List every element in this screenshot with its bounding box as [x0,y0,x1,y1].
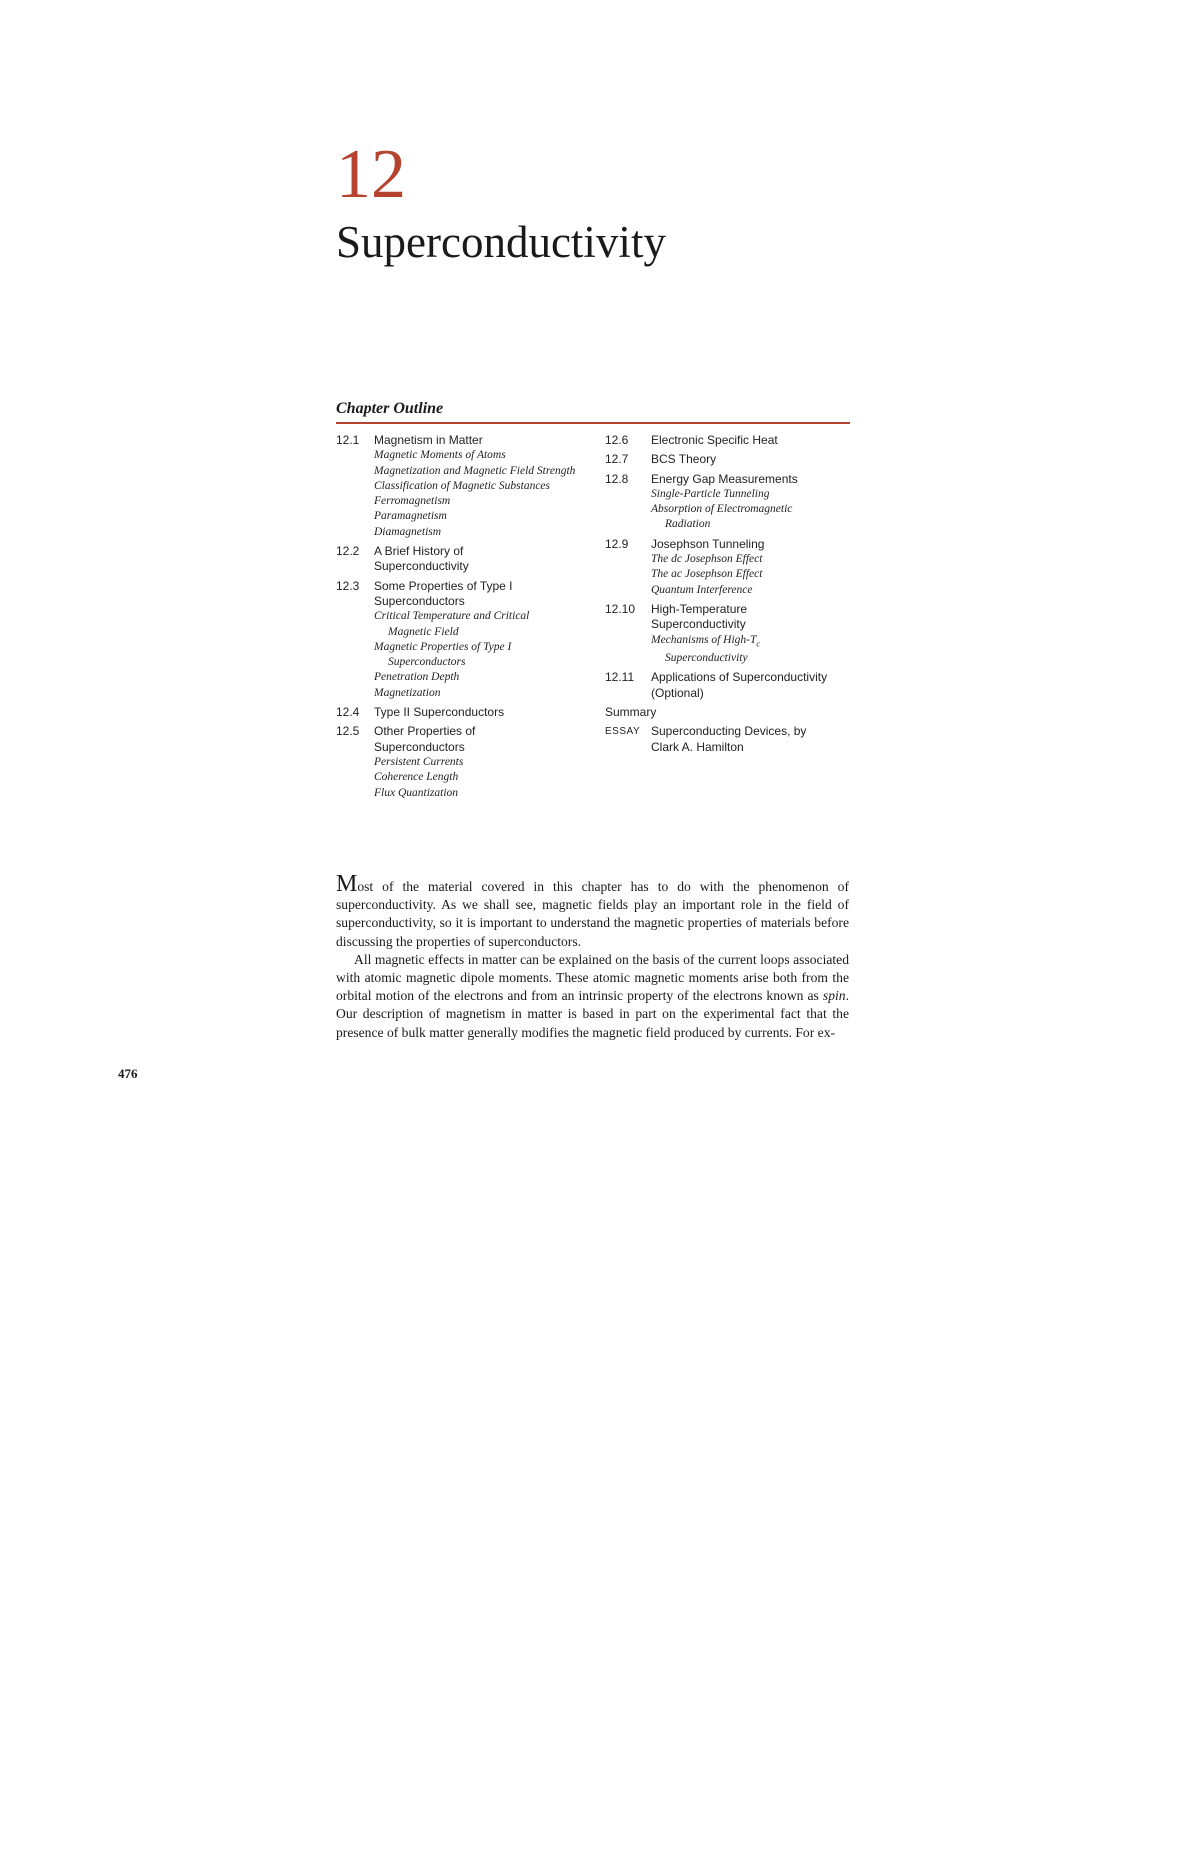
section-number: 12.11 [605,670,635,685]
paragraph: All magnetic effects in matter can be explained on the basis of the current loops associated with atomic magnetic dipole moments. These atomic magnetic moments arise both from the orbital motion of the electrons and from an intrinsic property of the electrons known as spin. Our description of magnetism in matter is based in part on the experimental fact that the presence of bulk matter generally modifies the magnetic field produced by currents. For ex- [336,951,849,1040]
section-title: Applications of Superconductivity (Optional) [651,670,828,700]
chapter-number: 12 [336,136,406,213]
chapter-title: Superconductivity [336,217,666,267]
section-number: 12.7 [605,452,629,467]
outline-entry [605,537,855,598]
subsection: Persistent Currents [374,755,464,768]
section-number: 12.8 [605,471,629,486]
section-number: 12.4 [336,705,360,720]
outline-entry [336,544,596,575]
section-title: Josephson Tunneling [651,536,765,551]
section-title: Some Properties of Type I Superconductors [374,578,513,608]
section-title: Electronic Specific Heat [651,433,778,447]
subsection: Absorption of Electromagnetic Radiation [651,503,793,531]
page-number: 476 [118,1066,138,1081]
subsection: Magnetic Moments of Atoms [374,449,506,462]
paragraph: Most of the material covered in this chapter has to do with the phenomenon of superconductivity. As we shall see, magnetic fields play an important role in the field of superconductivity, so it is important to understand the magnetic properties of materials before discussing the properties of superconductors. [336,871,849,949]
outline-entry [336,724,596,800]
section-title: BCS Theory [651,452,717,467]
outline-entry [336,579,596,701]
subsection: Magnetization [374,686,441,699]
section-number: 12.9 [605,536,629,551]
outline-entry [605,670,855,701]
subsection: Flux Quantization [374,786,459,799]
outline-entry [336,705,596,720]
outline-entry [605,472,855,533]
section-title: A Brief History of Superconductivity [374,544,469,574]
subsection: Penetration Depth [374,671,460,684]
subsection: Paramagnetism [374,510,447,523]
outline-entry [336,433,596,540]
outline-left-column [336,433,596,805]
subsection: The dc Josephson Effect [651,553,763,566]
section-title: Magnetism in Matter [374,433,483,447]
subsection: Quantum Interference [651,583,753,596]
section-title: Other Properties of Superconductors [374,724,476,754]
essay-title: Superconducting Devices, by Clark A. Hamilton [651,724,807,754]
chapter-body [336,872,849,1042]
section-number: 12.1 [336,433,360,447]
subsection: Mechanisms of High-$T_c$ Superconductivity [651,633,760,665]
section-title: Energy Gap Measurements [651,471,798,486]
outline-heading: Chapter Outline [336,400,444,417]
section-title: High-Temperature Superconductivity [651,601,748,632]
outline-entry [605,705,855,720]
section-number: 12.10 [605,601,636,616]
section-title: Type II Superconductors [374,705,505,720]
outline-entry [605,433,855,448]
subsection: Classification of Magnetic Substances [374,479,550,492]
subsection: Magnetic Properties of Type I Superconductors [374,640,512,669]
subsection: Diamagnetism [374,525,442,538]
subsection: Magnetization and Magnetic Field Strength [374,464,576,477]
outline-divider [336,422,850,424]
subsection: The ac Josephson Effect [651,568,763,581]
outline-right-column [605,433,855,759]
section-number: 12.5 [336,724,360,739]
subsection: Critical Temperature and Critical Magnetic Field [374,610,530,638]
outline-entry [605,602,855,666]
outline-entry [605,724,855,755]
outline-entry [605,452,855,467]
subsection: Single-Particle Tunneling [651,487,770,500]
drop-cap: M [336,871,358,897]
summary-title: Summary [605,705,657,720]
essay-label: ESSAY [605,726,641,738]
section-number: 12.6 [605,433,629,447]
subsection: Ferromagnetism [374,495,451,508]
section-number: 12.2 [336,544,360,559]
section-number: 12.3 [336,578,360,593]
subsection: Coherence Length [374,771,459,784]
